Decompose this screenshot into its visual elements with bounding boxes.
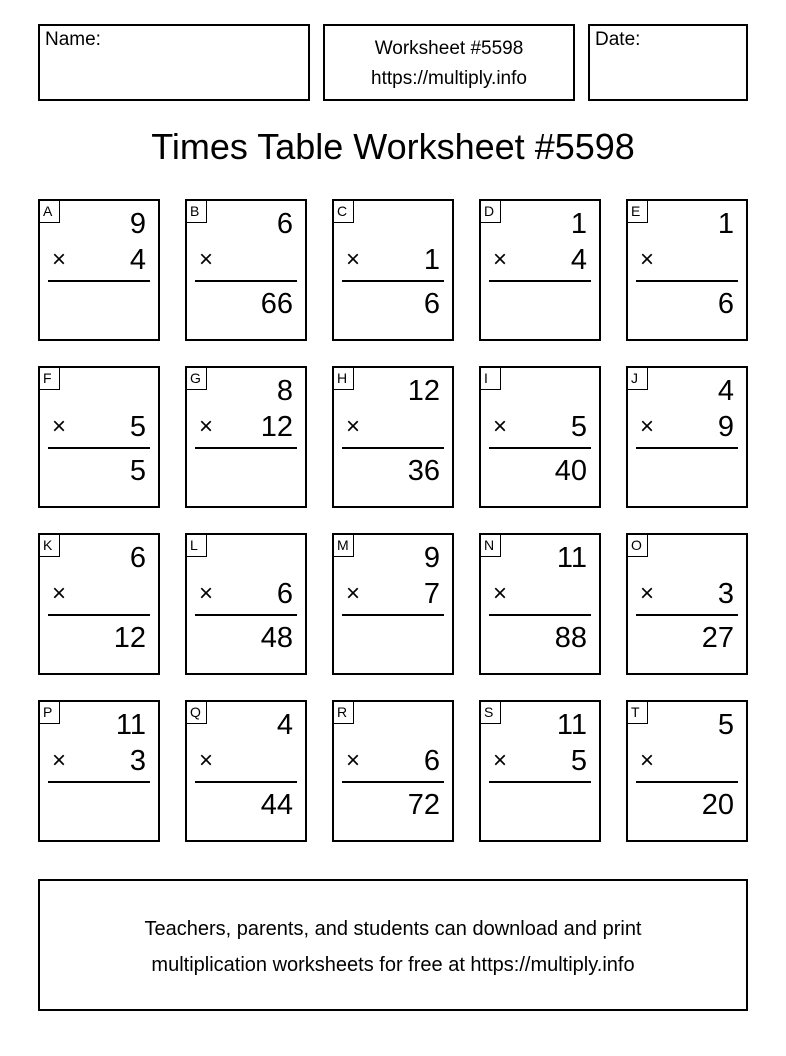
multiplier: 5 [570,411,587,443]
product: 20 [701,789,734,821]
problem-card-k [38,533,160,675]
product: 36 [407,455,440,487]
answer-rule [48,447,150,449]
times-sign: × [640,747,655,774]
times-sign: × [346,413,361,440]
times-sign: × [493,246,508,273]
times-sign: × [199,747,214,774]
answer-rule [48,781,150,783]
answer-rule [342,781,444,783]
problem-letter: P [40,702,60,724]
problem-card-n [479,533,601,675]
multiplier: 5 [129,411,146,443]
problem-letter: G [187,368,207,390]
multiplicand: 9 [129,208,146,240]
answer-rule [342,614,444,616]
worksheet-info-box [323,24,575,101]
times-sign: × [52,580,67,607]
problem-card-l [185,533,307,675]
times-sign: × [199,246,214,273]
multiplier: 7 [423,578,440,610]
multiplier: 4 [129,244,146,276]
product: 5 [129,455,146,487]
name-label: Name: [45,29,101,50]
multiplier: 5 [570,745,587,777]
date-label: Date: [595,29,641,50]
footer-line-1: Teachers, parents, and students can download and print [144,918,642,940]
problem-letter: E [628,201,648,223]
problem-letter: F [40,368,60,390]
answer-rule [489,614,591,616]
problem-letter: L [187,535,207,557]
multiplier: 4 [570,244,587,276]
times-sign: × [199,413,214,440]
problem-letter: Q [187,702,207,724]
answer-rule [342,447,444,449]
answer-rule [489,447,591,449]
problem-card-m [332,533,454,675]
problem-card-a [38,199,160,341]
answer-rule [489,781,591,783]
answer-rule [636,447,738,449]
problem-letter: T [628,702,648,724]
multiplicand: 8 [276,375,293,407]
answer-rule [195,280,297,282]
product: 44 [260,789,293,821]
product: 66 [260,288,293,320]
problem-card-s [479,700,601,842]
multiplier: 3 [717,578,734,610]
times-sign: × [493,413,508,440]
footer-box [38,879,748,1011]
multiplicand: 11 [556,542,587,574]
times-sign: × [640,580,655,607]
multiplicand: 4 [717,375,734,407]
problem-card-e [626,199,748,341]
page-title: Times Table Worksheet #5598 [151,126,635,167]
problem-letter: H [334,368,354,390]
answer-rule [195,781,297,783]
times-sign: × [493,580,508,607]
times-sign: × [199,580,214,607]
times-sign: × [346,747,361,774]
name-field-box[interactable] [38,24,310,101]
problem-letter: D [481,201,501,223]
problem-letter: R [334,702,354,724]
product: 72 [407,789,440,821]
problem-letter: A [40,201,60,223]
times-sign: × [640,413,655,440]
date-field-box[interactable] [588,24,748,101]
problem-card-c [332,199,454,341]
problem-card-q [185,700,307,842]
product: 40 [554,455,587,487]
worksheet-url[interactable]: https://multiply.info [371,68,527,89]
problem-letter: K [40,535,60,557]
answer-rule [636,280,738,282]
problem-letter: J [628,368,648,390]
problem-card-g [185,366,307,508]
multiplicand: 11 [115,709,146,741]
problem-card-j [626,366,748,508]
multiplier: 1 [423,244,440,276]
product: 6 [423,288,440,320]
answer-rule [195,614,297,616]
problem-card-b [185,199,307,341]
problem-card-t [626,700,748,842]
answer-rule [48,280,150,282]
times-sign: × [52,747,67,774]
times-sign: × [493,747,508,774]
problem-card-h [332,366,454,508]
product: 48 [260,622,293,654]
multiplier: 3 [129,745,146,777]
multiplier: 12 [260,411,293,443]
problem-card-o [626,533,748,675]
product: 12 [113,622,146,654]
problem-card-f [38,366,160,508]
multiplicand: 6 [276,208,293,240]
problem-letter: M [334,535,354,557]
multiplier: 6 [423,745,440,777]
problem-letter: O [628,535,648,557]
problem-card-p [38,700,160,842]
problem-letter: B [187,201,207,223]
answer-rule [342,280,444,282]
times-sign: × [346,580,361,607]
answer-rule [636,614,738,616]
problem-card-d [479,199,601,341]
product: 88 [554,622,587,654]
problem-letter: C [334,201,354,223]
times-sign: × [52,246,67,273]
multiplicand: 6 [129,542,146,574]
multiplicand: 9 [423,542,440,574]
answer-rule [636,781,738,783]
times-sign: × [346,246,361,273]
times-sign: × [640,246,655,273]
multiplicand: 1 [570,208,587,240]
problem-letter: S [481,702,501,724]
worksheet-number: Worksheet #5598 [374,38,524,59]
problem-letter: I [481,368,501,390]
multiplicand: 1 [717,208,734,240]
problem-card-r [332,700,454,842]
answer-rule [195,447,297,449]
product: 27 [701,622,734,654]
product: 6 [717,288,734,320]
multiplicand: 12 [407,375,440,407]
answer-rule [489,280,591,282]
times-sign: × [52,413,67,440]
footer-line-2: multiplication worksheets for free at https://multiply.info [151,954,635,976]
multiplier: 9 [717,411,734,443]
problem-letter: N [481,535,501,557]
multiplier: 6 [276,578,293,610]
multiplicand: 11 [556,709,587,741]
multiplicand: 5 [717,709,734,741]
answer-rule [48,614,150,616]
problem-card-i [479,366,601,508]
multiplicand: 4 [276,709,293,741]
